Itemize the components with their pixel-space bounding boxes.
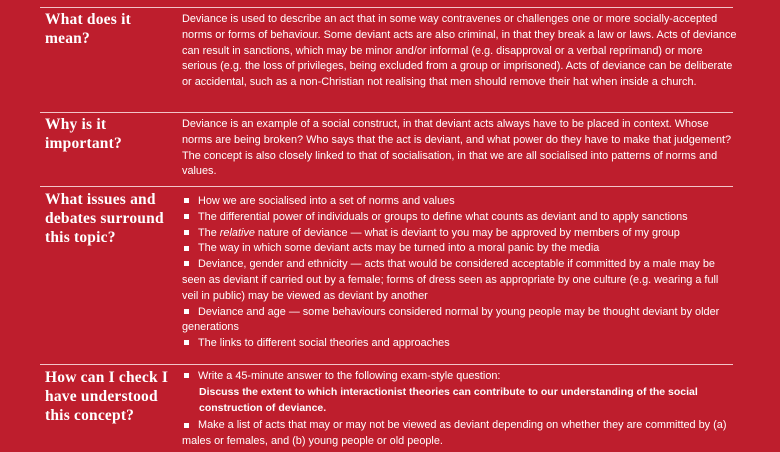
divider <box>40 364 733 365</box>
bullet-square-icon <box>184 198 189 203</box>
bullet-square-icon <box>184 246 189 251</box>
heading-what-does-it-mean: What does it mean? <box>45 11 131 47</box>
bullet-square-icon <box>184 373 189 378</box>
list-item: Make a list of acts that may or may not be viewed as deviant depending on whether they are committed by (a) males or females, and (b) young people or old people. <box>182 419 727 448</box>
divider <box>40 186 733 187</box>
bullet-square-icon <box>184 214 189 219</box>
list-item: Write a 45-minute answer to the following exam-style question: <box>182 369 737 385</box>
heading-why-is-it-important: Why is it important? <box>45 116 122 152</box>
heading-how-can-i-check: How can I check I have understood this concept? <box>45 369 169 424</box>
list-item: The way in which some deviant acts may be turned into a moral panic by the media <box>182 241 737 257</box>
divider <box>40 7 733 8</box>
definition-text <box>182 12 737 91</box>
issues-list <box>182 194 737 352</box>
list-item: The relative nature of deviance — what is deviant to you may be approved by members of my group <box>182 226 737 242</box>
importance-paragraph: Deviance is an example of a social construct, in that deviant acts always have to be placed in context. Whose norms are being broken? Who says that the act is deviant, and what power do they have to make that judgement? The concept is also closely linked to that of socialisation, in that we are all socialised into patterns of norms and values. <box>182 118 732 178</box>
list-item: Deviance, gender and ethnicity — acts that would be considered acceptable if committed by a male may be seen as deviant if carried out by a female; forms of dress seen as appropriate by one culture (e.g. wearing a full veil in public) may be viewed as deviant by another <box>182 258 719 302</box>
list-item: How we are socialised into a set of norms and values <box>182 194 737 210</box>
list-item: The links to different social theories and approaches <box>182 336 737 352</box>
list-item: The differential power of individuals or groups to define what counts as deviant and to apply sanctions <box>182 210 737 226</box>
bullet-square-icon <box>184 261 189 266</box>
divider <box>40 112 733 113</box>
exam-question: Discuss the extent to which interactionist theories can contribute to our understanding of the social construction of deviance. <box>199 385 698 414</box>
heading-issues-and-debates: What issues and debates surround this topic? <box>45 191 164 246</box>
list-item: Deviance and age — some behaviours considered normal by young people may be thought deviant by older generations <box>182 305 720 334</box>
check-list <box>182 369 737 450</box>
bullet-square-icon <box>184 423 189 428</box>
bullet-square-icon <box>184 340 189 345</box>
bullet-square-icon <box>184 309 189 314</box>
definition-paragraph: Deviance is used to describe an act that in some way contravenes or challenges one or more socially-accepted norms or forms of behaviour. Some deviant acts are also criminal, in that they break a law or laws. Acts of deviance can result in sanctions, which may be minor and/or informal (e.g. disapproval or a verbal reprimand) or more serious (e.g. the loss of privileges, being excluded from a group or imprisoned). Acts of deviance can be deliberate or accidental, such as a non-Christian not realising that men should remove their hat when inside a church. <box>182 13 737 89</box>
bullet-square-icon <box>184 230 189 235</box>
importance-text <box>182 117 737 180</box>
